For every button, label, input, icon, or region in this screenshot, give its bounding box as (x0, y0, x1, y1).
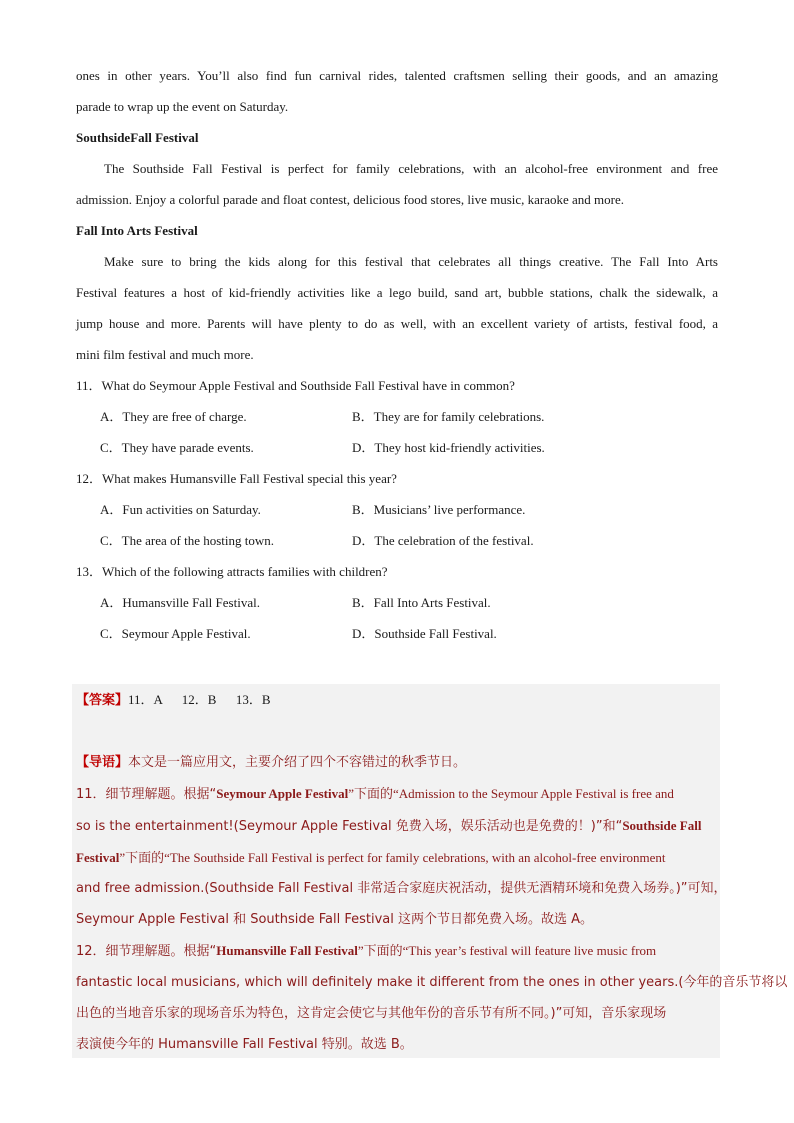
question-stem: 13．Which of the following attracts families with children? (76, 564, 388, 579)
option-c: C．Seymour Apple Festival. (100, 626, 251, 641)
option-d: D．Southside Fall Festival. (352, 626, 497, 641)
question-stem: 11．What do Seymour Apple Festival and Southside Fall Festival have in common? (76, 378, 515, 393)
explain-text: fantastic local musicians, which will definitely make it different from the ones in other years.(今年的音乐节将以 (76, 975, 788, 990)
option-d: D．They host kid-friendly activities. (352, 440, 545, 455)
explain-text: ”下面的“The Southside Fall Festival is perfect for family celebrations, with an alcohol-free environment (119, 850, 666, 865)
passage-line: admission. Enjoy a colorful parade and float contest, delicious food stores, live music, karaoke and more. (76, 192, 625, 207)
question-13 (76, 556, 718, 649)
option-a: A．Humansville Fall Festival. (100, 595, 260, 610)
option-b: B．They are for family celebrations. (352, 409, 545, 424)
section-heading-arts: Fall Into Arts Festival (76, 223, 198, 238)
explain-keyword: Festival (76, 850, 120, 865)
guide-tag: 【导语】 (76, 755, 129, 770)
guide-text: 本文是一篇应用文，主要介绍了四个不容错过的秋季节日。 (128, 755, 467, 770)
passage-line: jump house and more. Parents will have plenty to do as well, with an excellent variety of artists, festival food, a (76, 316, 718, 331)
explain-keyword: Southside Fall (622, 818, 702, 833)
option-a: A．They are free of charge. (100, 409, 247, 424)
question-stem: 12．What makes Humansville Fall Festival special this year? (76, 471, 397, 486)
section-heading-southside: SouthsideFall Festival (76, 130, 199, 145)
explain-text: and free admission.(Southside Fall Festival 非常适合家庭庆祝活动，提供无酒精环境和免费入场券。)”可知， (76, 881, 727, 896)
passage-line: mini film festival and much more. (76, 347, 254, 362)
explain-keyword: Seymour Apple Festival (216, 786, 349, 801)
explain-text: 表演使今年的 Humansville Fall Festival 特别。故选 B。 (76, 1037, 413, 1052)
explain-text: Seymour Apple Festival 和 Southside Fall Festival 这两个节日都免费入场。故选 A。 (76, 912, 594, 927)
explain-text: 11．细节理解题。根据“ (76, 787, 217, 802)
explain-text: so is the entertainment!(Seymour Apple Festival 免费入场，娱乐活动也是免费的！)”和“ (76, 819, 623, 834)
option-d: D．The celebration of the festival. (352, 533, 534, 548)
passage-line: Make sure to bring the kids along for this festival that celebrates all things creative. The Fall Into Arts (104, 254, 718, 269)
passage-line: The Southside Fall Festival is perfect for family celebrations, with an alcohol-free environment and free (104, 161, 718, 176)
passage (76, 60, 718, 649)
answer-text: 11．A 12．B 13．B (128, 692, 271, 707)
explain-text: 12．细节理解题。根据“ (76, 944, 217, 959)
question-11 (76, 370, 718, 463)
option-c: C．The area of the hosting town. (100, 533, 275, 548)
explain-text: ”下面的“Admission to the Seymour Apple Festival is free and (348, 786, 674, 801)
option-c: C．They have parade events. (100, 440, 254, 455)
option-a: A．Fun activities on Saturday. (100, 502, 261, 517)
passage-line: Festival features a host of kid-friendly activities like a lego build, sand art, bubble stations, chalk the sidewalk, a (76, 285, 718, 300)
answer-line (76, 684, 716, 716)
explanation (76, 746, 788, 1060)
explain-text: ”下面的“This year’s festival will feature live music from (357, 943, 657, 958)
option-b: B．Musicians’ live performance. (352, 502, 526, 517)
passage-line: ones in other years. You’ll also find fun carnival rides, talented craftsmen selling their goods, and an amazing (76, 68, 718, 83)
option-b: B．Fall Into Arts Festival. (352, 595, 491, 610)
explain-text: 出色的当地音乐家的现场音乐为特色，这肯定会使它与其他年份的音乐节有所不同。)”可知，音乐家现场 (76, 1006, 667, 1021)
explain-keyword: Humansville Fall Festival (216, 943, 358, 958)
question-12 (76, 463, 718, 556)
answer-tag: 【答案】 (76, 693, 129, 708)
passage-line: parade to wrap up the event on Saturday. (76, 99, 289, 114)
